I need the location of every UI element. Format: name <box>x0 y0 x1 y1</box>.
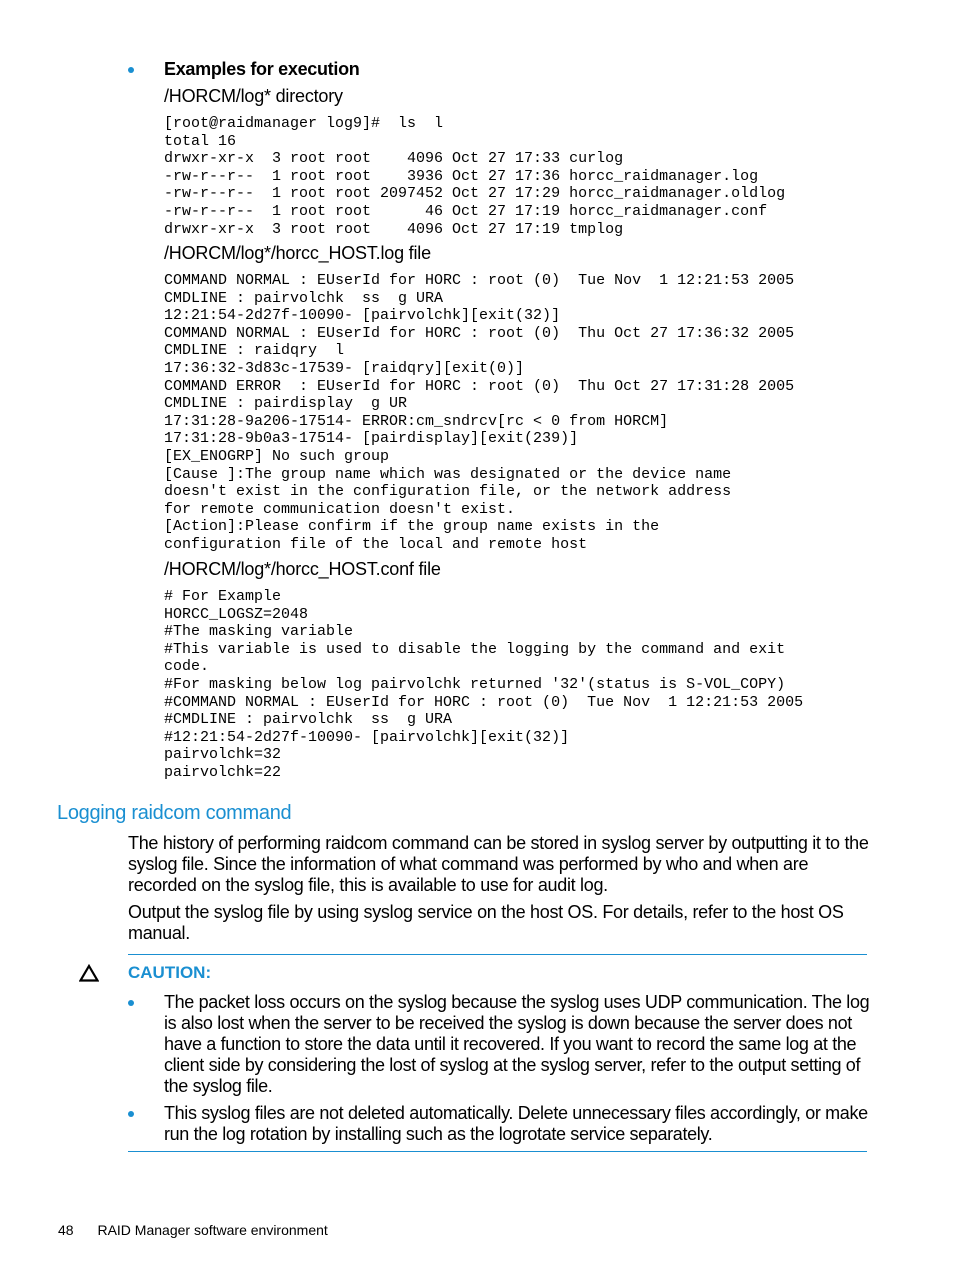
caution-item <box>128 992 870 1097</box>
section-paragraph-1: The history of performing raidcom command can be stored in syslog server by outputting it to the syslog file. Since the information of what command was performed by who and when are recorded on the syslog file, this is available to use for audit log. <box>128 833 869 895</box>
section-paragraph-2: Output the syslog file by using syslog service on the host OS. For details, refer to the host OS manual. <box>128 902 844 943</box>
warning-triangle-icon <box>79 964 99 982</box>
conf-file-heading: /HORCM/log*/horcc_HOST.conf file <box>164 559 441 579</box>
section-title: Logging raidcom command <box>57 802 292 824</box>
log-file-heading: /HORCM/log*/horcc_HOST.log file <box>164 243 431 263</box>
page-footer <box>58 1222 328 1238</box>
conf-file-code: # For Example HORCC_LOGSZ=2048 #The masking variable #This variable is used to disable the logging by the command and exit code. #For masking below log pairvolchk returned '32'(status is S-VOL_COPY) #COMMAND NORMAL : EUserId for HORC : root (0) Tue Nov 1 12:21:53 2005 #CMDLINE : pairvolchk ss g URA #12:21:54-2d27f-10090- [pairvolchk][exit(32)] pairvolchk=32 pairvolchk=22 <box>164 588 804 781</box>
log-file-code: COMMAND NORMAL : EUserId for HORC : root (0) Tue Nov 1 12:21:53 2005 CMDLINE : pairvolchk ss g URA 12:21:54-2d27f-10090- [pairvolchk][exit(32)] COMMAND NORMAL : EUserId for HORC : root (0) Thu Oct 27 17:36:32 2005 CMDLINE : raidqry l 17:36:32-3d83c-17539- [raidqry][exit(0)] COMMAND ERROR : EUserId for HORC : root (0) Thu Oct 27 17:31:28 2005 CMDLINE : pairdisplay g UR 17:31:28-9a206-17514- ERROR:cm_sndrcv[rc < 0 from HORCM] 17:31:28-9b0a3-17514- [pairdisplay][exit(239)] [EX_ENOGRP] No such group [Cause ]:The group name which was designated or the device name doesn't exist in the configuration file, or the network address for remote communication doesn't exist. [Action]:Please confirm if the group name exists in the configuration file of the local and remote host <box>164 272 795 553</box>
caution-bottom-rule <box>128 1151 867 1152</box>
bullet-dot <box>128 1111 134 1117</box>
caution-item <box>128 1103 870 1145</box>
caution-top-rule <box>128 954 867 955</box>
caution-item-text: This syslog files are not deleted automatically. Delete unnecessary files accordingly, or make run the log rotation by installing such as the logrotate service separately. <box>164 1103 868 1144</box>
page-number: 48 <box>58 1222 74 1238</box>
caution-item-text: The packet loss occurs on the syslog because the syslog uses UDP communication. The log is also lost when the server to be received the syslog is down because the server does not have a function to store the data until it recovered. If you want to record the same log at the client side by considering the lost of syslog at the syslog server, refer to the output setting of the syslog file. <box>164 992 870 1096</box>
bullet-title: Examples for execution <box>164 59 360 79</box>
directory-listing-code: [root@raidmanager log9]# ls l total 16 drwxr-xr-x 3 root root 4096 Oct 27 17:33 curlog -rw-r--r-- 1 root root 3936 Oct 27 17:36 horcc_raidmanager.log -rw-r--r-- 1 root root 2097452 Oct 27 17:29 horcc_raidmanager.oldlog -rw-r--r-- 1 root root 46 Oct 27 17:19 horcc_raidmanager.conf drwxr-xr-x 3 root root 4096 Oct 27 17:19 tmplog <box>164 115 786 238</box>
bullet-dot <box>128 1000 134 1006</box>
caution-label: CAUTION: <box>128 963 212 982</box>
chapter-title: RAID Manager software environment <box>97 1222 328 1238</box>
directory-heading: /HORCM/log* directory <box>164 86 343 106</box>
bullet-dot <box>128 67 134 73</box>
